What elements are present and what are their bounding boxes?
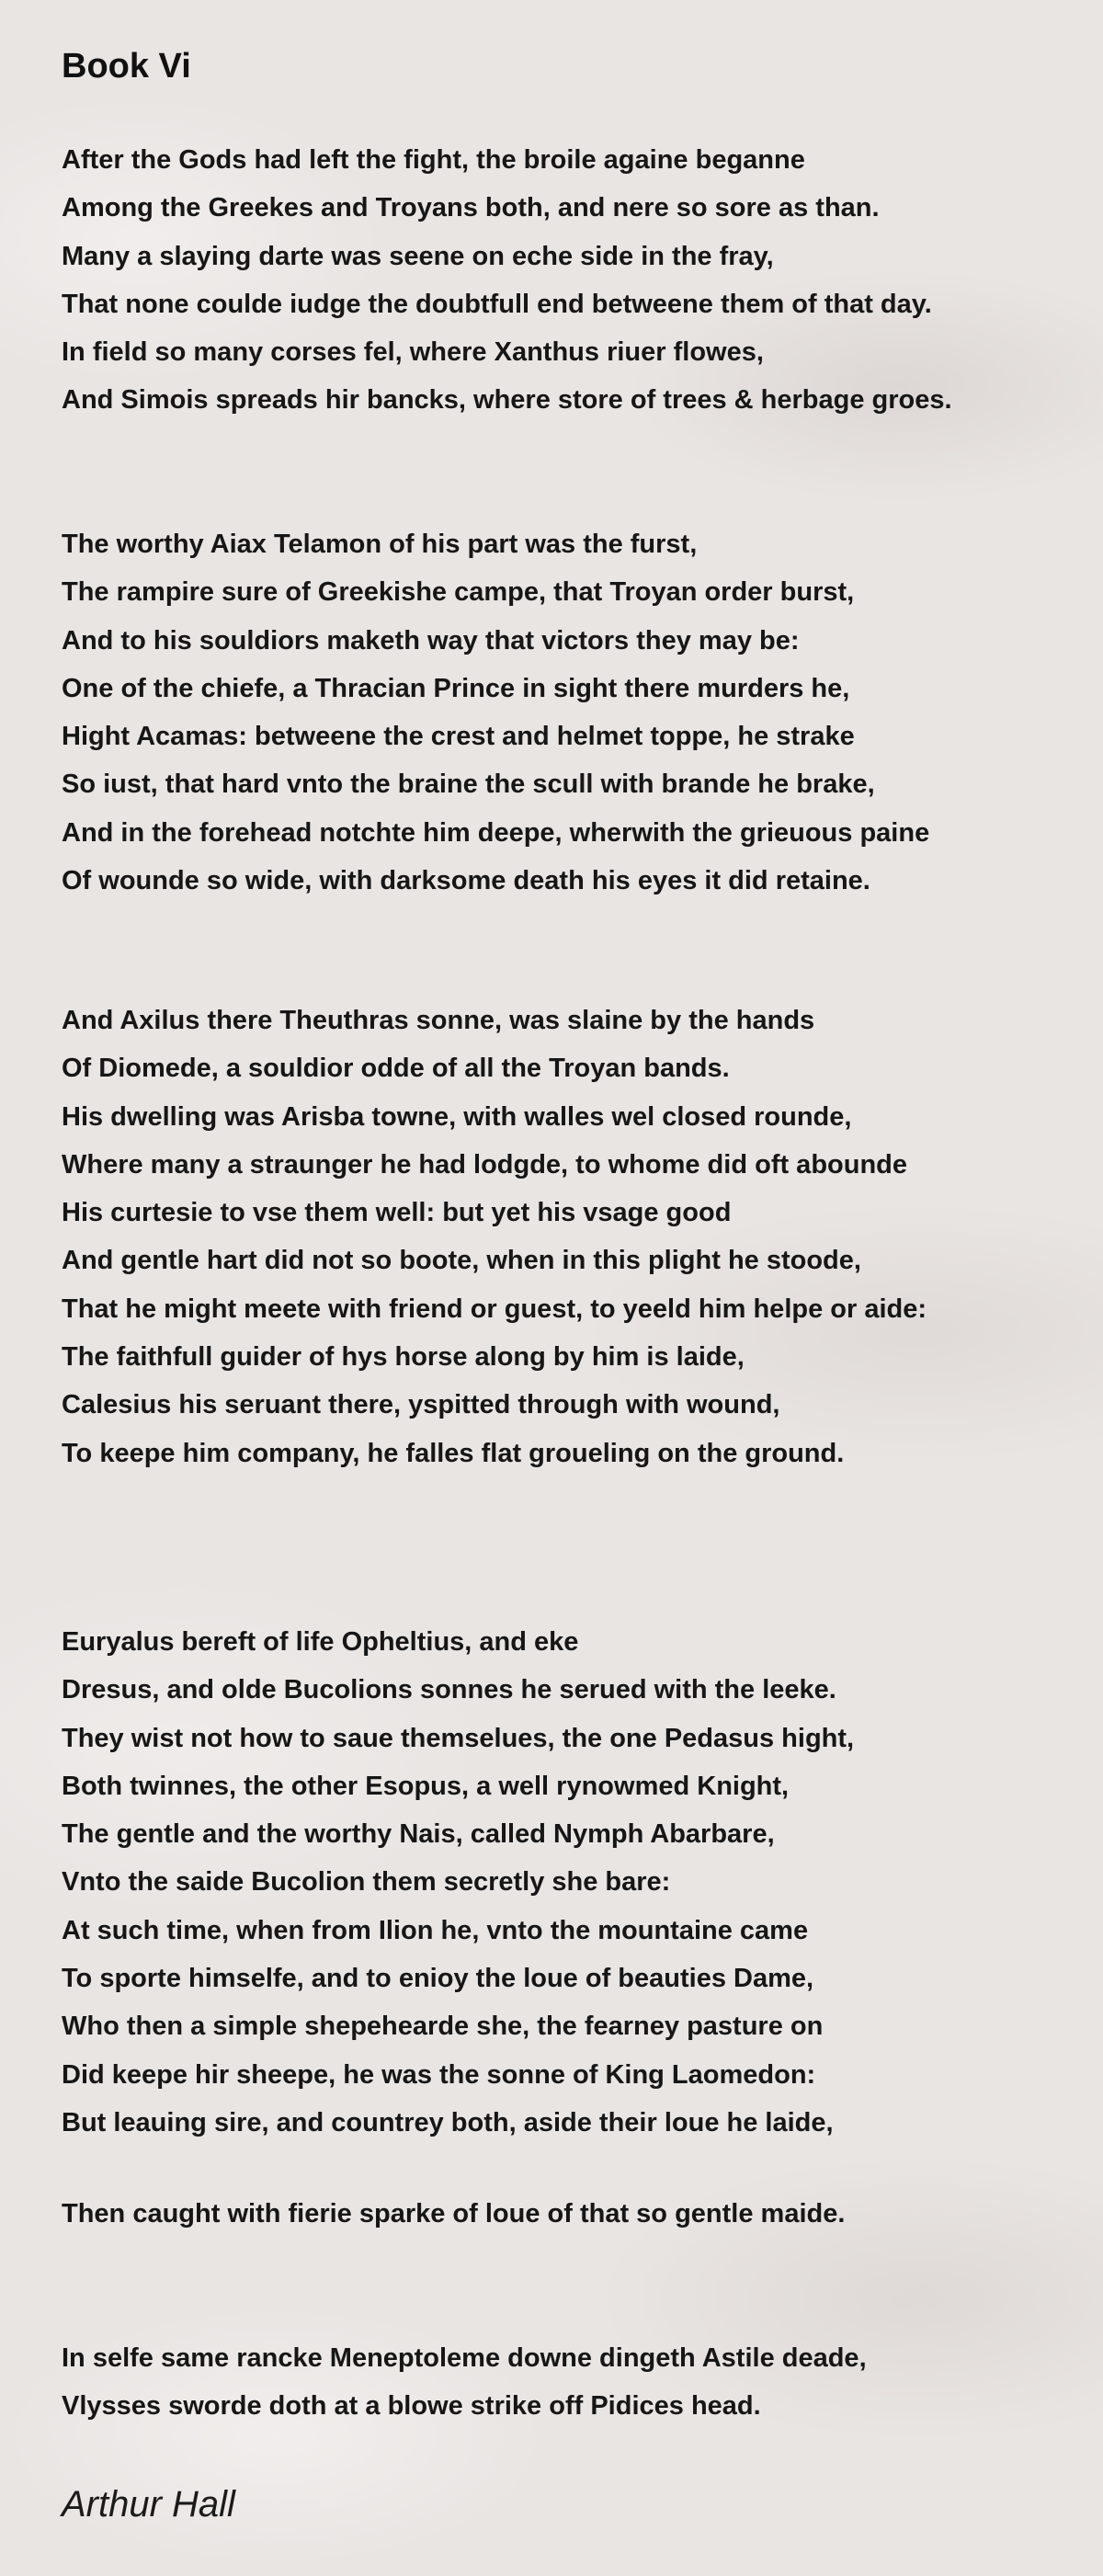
poem-line: The rampire sure of Greekishe campe, that Troyan order burst,	[62, 577, 855, 608]
poem-line: Did keepe hir sheepe, he was the sonne of King Laomedon:	[62, 2059, 816, 2090]
poem-line: At such time, when from Ilion he, vnto the mountaine came	[62, 1915, 809, 1945]
poem-line: The faithfull guider of hys horse along by him is laide,	[62, 1342, 745, 1373]
poem-line: To sporte himselfe, and to enioy the loue of beauties Dame,	[62, 1964, 814, 1994]
poem-title: Book Vi	[62, 47, 191, 85]
stanza-5	[62, 2190, 1073, 2238]
poem-line: So iust, that hard vnto the braine the scull with brande he brake,	[62, 769, 875, 800]
poem-line: The gentle and the worthy Nais, called Nymph Abarbare,	[62, 1819, 775, 1850]
poem-line: Both twinnes, the other Esopus, a well rynowmed Knight,	[62, 1771, 790, 1801]
poem-line: And gentle hart did not so boote, when in this plight he stoode,	[62, 1246, 861, 1276]
poem-line: Of wounde so wide, with darksome death his eyes it did retaine.	[62, 866, 870, 896]
poem-line: Calesius his seruant there, yspitted through with wound,	[62, 1390, 780, 1420]
poem-line: Of Diomede, a souldior odde of all the Troyan bands.	[62, 1054, 730, 1084]
poem-line: Euryalus bereft of life Opheltius, and eke	[62, 1627, 579, 1657]
poem-line: And Simois spreads hir bancks, where store of trees & herbage groes.	[62, 385, 952, 416]
poem-line: Dresus, and olde Bucolions sonnes he serued with the leeke.	[62, 1675, 836, 1705]
poem-line: And to his souldiors maketh way that victors they may be:	[62, 625, 800, 655]
poem-line: They wist not how to saue themselues, the one Pedasus hight,	[62, 1723, 855, 1753]
poem-line: That he might meete with friend or guest, to yeeld him helpe or aide:	[62, 1294, 927, 1324]
poem-line: The worthy Aiax Telamon of his part was the furst,	[62, 530, 698, 559]
poem-line: And in the forehead notchte him deepe, wherwith the grieuous paine	[62, 817, 930, 848]
stanza-2	[62, 520, 1073, 905]
poem-line: That none coulde iudge the doubtfull end betweene them of that day.	[62, 289, 932, 319]
poem-line: His dwelling was Arisba towne, with walles wel closed rounde,	[62, 1101, 852, 1132]
poem-line: Hight Acamas: betweene the crest and helmet toppe, he strake	[62, 722, 855, 752]
poem-line: After the Gods had left the fight, the broile againe beganne	[62, 145, 805, 175]
stanza-3	[62, 997, 1073, 1477]
stanza-4	[62, 1618, 1073, 2147]
poem-line: Among the Greekes and Troyans both, and nere so sore as than.	[62, 193, 880, 223]
poem-line: Vnto the saide Bucolion them secretly she bare:	[62, 1867, 671, 1898]
author-name: Arthur Hall	[62, 2484, 235, 2525]
poem-line: And Axilus there Theuthras sonne, was slaine by the hands	[62, 1006, 815, 1035]
poem-line: Many a slaying darte was seene on eche side in the fray,	[62, 241, 774, 271]
poem-line: One of the chiefe, a Thracian Prince in sight there murders he,	[62, 673, 850, 703]
stanza-6	[62, 2334, 1073, 2431]
poem-line: To keepe him company, he falles flat groueling on the ground.	[62, 1438, 845, 1468]
poem-line: In selfe same rancke Meneptoleme downe dingeth Astile deade,	[62, 2343, 867, 2373]
poem-line: In field so many corses fel, where Xanthus riuer flowes,	[62, 337, 764, 368]
poem-line: Who then a simple shepehearde she, the fearney pasture on	[62, 2012, 824, 2042]
poem-line: Then caught with fierie sparke of loue of that so gentle maide.	[62, 2199, 846, 2228]
poem-line: Vlysses sworde doth at a blowe strike off Pidices head.	[62, 2391, 761, 2422]
poem-line: Where many a straunger he had lodgde, to whome did oft abounde	[62, 1149, 908, 1180]
stanza-1	[62, 136, 1073, 425]
poem-line: His curtesie to vse them well: but yet his vsage good	[62, 1198, 732, 1228]
poem-line: But leauing sire, and countrey both, aside their loue he laide,	[62, 2107, 834, 2137]
